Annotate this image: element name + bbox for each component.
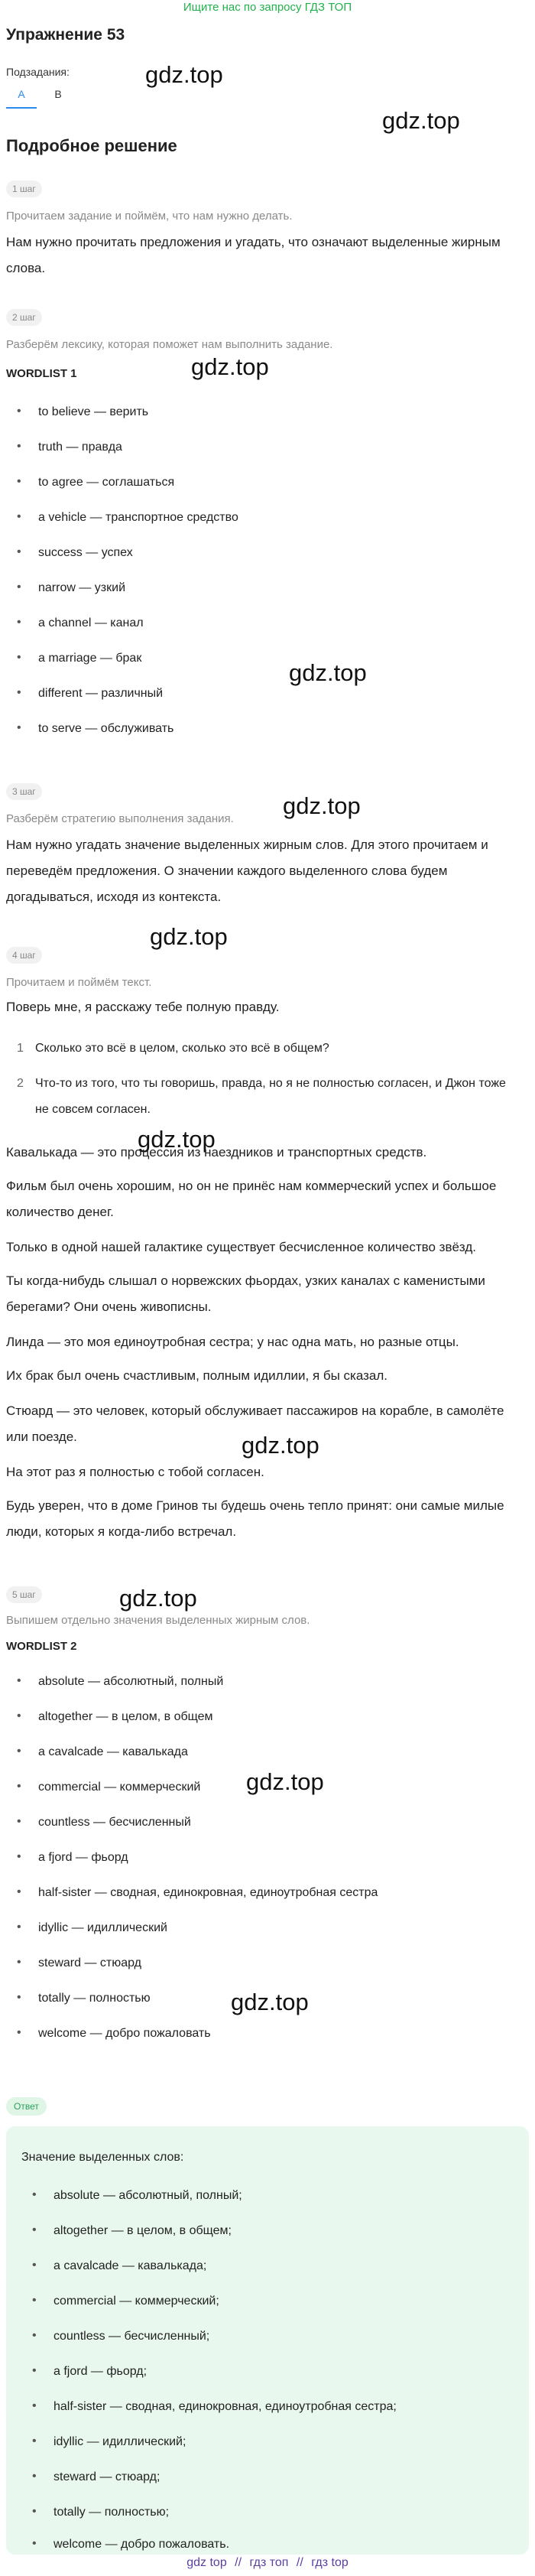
text-paragraph: Фильм был очень хорошим, но он не принёс нам коммерческий успех и большое количество денег. xyxy=(6,1179,497,1219)
answer-badge: Ответ xyxy=(6,2097,47,2116)
section-title: Подробное решение xyxy=(6,136,177,155)
text-paragraph: Ты когда-нибудь слышал о норвежских фьордах, узких каналах с каменистыми берегами? Они очень живописны. xyxy=(6,1273,485,1314)
text-paragraph: Их брак был очень счастливым, полным идиллии, я бы сказал. xyxy=(6,1368,388,1383)
answer-item: • altogether — в целом, в общем; xyxy=(34,2224,232,2238)
footer-links xyxy=(0,2556,535,2570)
answer-item: • a cavalcade — кавалькада; xyxy=(34,2259,206,2273)
text-paragraph: Стюард — это человек, который обслуживает пассажиров на корабле, в самолёте или поезде. xyxy=(6,1403,504,1444)
watermark: gdz.top xyxy=(231,1989,309,2015)
footer-link[interactable]: гдз top xyxy=(311,2556,349,2569)
answer-item: • a fjord — фьорд; xyxy=(34,2365,147,2379)
list-item: • narrow — узкий xyxy=(18,581,125,595)
step-badge: 1 шаг xyxy=(6,181,42,197)
list-item: • steward — стюард xyxy=(18,1956,141,1970)
page-title: Упражнение 53 xyxy=(6,26,125,44)
footer-separator: // xyxy=(235,2556,242,2569)
tab-a[interactable]: A xyxy=(6,86,37,109)
step-hint: Прочитаем и поймём текст. xyxy=(6,976,152,989)
list-item: • countless — бесчисленный xyxy=(18,1816,191,1830)
step-hint: Выпишем отдельно значения выделенных жирным слов. xyxy=(6,1614,310,1627)
list-item: • to agree — соглашаться xyxy=(18,476,174,490)
watermark: gdz.top xyxy=(145,61,223,88)
list-item: • success — успех xyxy=(18,546,133,560)
list-item: • a marriage — брак xyxy=(18,652,141,665)
step-text: Нам нужно угадать значение выделенных жирным слов. Для этого прочитаем и переведём предложения. О значении каждого выделенного слова будем догадываться, исходя из контекста. xyxy=(6,838,488,904)
list-item: • totally — полностью xyxy=(18,1992,151,2005)
list-item: • commercial — коммерческий xyxy=(18,1781,200,1794)
text-paragraph: Будь уверен, что в доме Гринов ты будешь очень тепло принят: они самые милые люди, которых я когда-либо встречал. xyxy=(6,1498,504,1539)
list-item: • half-sister — сводная, единокровная, единоутробная сестра xyxy=(18,1886,378,1900)
list-item: • truth — правда xyxy=(18,441,122,454)
list-item: • idyllic — идиллический xyxy=(18,1921,167,1935)
step-badge: 3 шаг xyxy=(6,783,42,800)
watermark: gdz.top xyxy=(119,1585,197,1612)
step-hint: Разберём лексику, которая поможет нам выполнить задание. xyxy=(6,338,333,351)
list-item: • a channel — канал xyxy=(18,616,144,630)
watermark: gdz.top xyxy=(283,792,361,819)
text-paragraph: На этот раз я полностью с тобой согласен. xyxy=(6,1465,264,1479)
list-item: • a cavalcade — кавалькада xyxy=(18,1745,188,1759)
step-badge: 2 шаг xyxy=(6,309,42,326)
footer-link[interactable]: гдз топ xyxy=(249,2556,289,2569)
tab-b[interactable]: B xyxy=(54,88,62,100)
wordlist-title: WORDLIST 1 xyxy=(6,367,77,380)
list-item: • a vehicle — транспортное средство xyxy=(18,511,238,525)
subtasks-label: Подзадания: xyxy=(6,66,70,78)
answer-item: • absolute — абсолютный, полный; xyxy=(34,2189,242,2203)
text-paragraph: Кавалькада — это процессия из наездников и транспортных средств. xyxy=(6,1145,427,1160)
answer-item: • half-sister — сводная, единокровная, единоутробная сестра; xyxy=(34,2400,397,2414)
watermark: gdz.top xyxy=(242,1432,319,1459)
top-banner[interactable]: Ищите нас по запросу ГДЗ ТОП xyxy=(183,1,352,14)
step-text: Нам нужно прочитать предложения и угадать, что означают выделенные жирным слова. xyxy=(6,235,501,275)
answer-item: • commercial — коммерческий; xyxy=(34,2295,219,2308)
wordlist-title: WORDLIST 2 xyxy=(6,1640,77,1653)
step-hint: Прочитаем задание и поймём, что нам нужно делать. xyxy=(6,210,293,223)
watermark: gdz.top xyxy=(150,923,228,950)
list-item: • altogether — в целом, в общем xyxy=(18,1710,213,1724)
text-paragraph: Только в одной нашей галактике существует бесчисленное количество звёзд. xyxy=(6,1240,476,1254)
answer-item: • totally — полностью; xyxy=(34,2506,169,2519)
footer-separator: // xyxy=(296,2556,303,2569)
watermark: gdz.top xyxy=(246,1768,324,1795)
step-badge: 4 шаг xyxy=(6,947,42,964)
text-paragraph: Линда — это моя единоутробная сестра; у нас одна мать, но разные отцы. xyxy=(6,1335,459,1349)
list-item: • different — различный xyxy=(18,687,163,701)
list-item: • welcome — добро пожаловать xyxy=(18,2027,211,2041)
watermark: gdz.top xyxy=(138,1126,216,1153)
list-item: • to serve — обслуживать xyxy=(18,722,173,736)
footer-link[interactable]: gdz top xyxy=(186,2556,227,2569)
answer-item: • steward — стюард; xyxy=(34,2470,160,2484)
list-item: • a fjord — фьорд xyxy=(18,1851,128,1865)
answer-item: • welcome — добро пожаловать. xyxy=(34,2538,229,2552)
watermark: gdz.top xyxy=(382,107,460,134)
step-badge: 5 шаг xyxy=(6,1586,42,1603)
intro-text: Поверь мне, я расскажу тебе полную правду. xyxy=(6,1000,280,1014)
step-hint: Разберём стратегию выполнения задания. xyxy=(6,812,234,825)
answer-item: • idyllic — идиллический; xyxy=(34,2435,186,2449)
answer-intro: Значение выделенных слов: xyxy=(21,2151,184,2164)
watermark: gdz.top xyxy=(191,353,269,380)
list-item: • to believe — верить xyxy=(18,405,148,419)
list-item: • absolute — абсолютный, полный xyxy=(18,1675,223,1689)
watermark: gdz.top xyxy=(289,659,367,686)
answer-item: • countless — бесчисленный; xyxy=(34,2330,209,2343)
